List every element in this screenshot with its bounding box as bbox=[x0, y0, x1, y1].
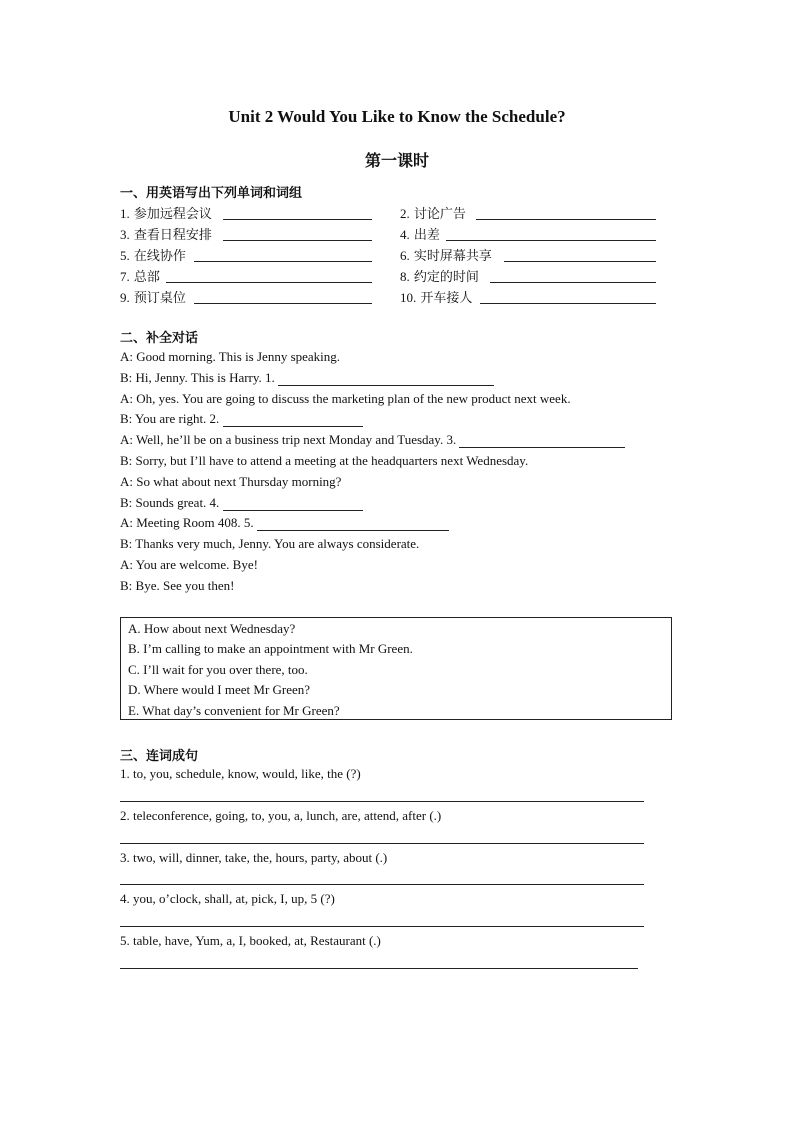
vocab-prompt: 实时屏幕共享 bbox=[413, 249, 492, 264]
dialogue-line: B: Bye. See you then! bbox=[120, 578, 235, 593]
options-box bbox=[120, 617, 672, 720]
option-e: E. What day’s convenient for Mr Green? bbox=[128, 703, 340, 718]
sentence-answer-line[interactable] bbox=[120, 967, 638, 969]
dialogue-blank[interactable] bbox=[278, 373, 494, 386]
vocab-number: 10. bbox=[400, 290, 417, 305]
vocab-item bbox=[120, 287, 372, 305]
option-c: C. I’ll wait for you over there, too. bbox=[128, 662, 308, 677]
dialogue-blank[interactable] bbox=[223, 414, 363, 427]
sentence-answer-line[interactable] bbox=[120, 842, 644, 844]
dialogue-text: B: Sounds great. 4. bbox=[120, 495, 220, 510]
sentence-answer-line[interactable] bbox=[120, 925, 644, 927]
answer-blank[interactable] bbox=[223, 239, 372, 241]
option-a: A. How about next Wednesday? bbox=[128, 621, 296, 636]
answer-blank[interactable] bbox=[504, 260, 656, 262]
vocab-number: 8. bbox=[400, 269, 410, 284]
vocab-item bbox=[400, 287, 656, 305]
vocab-item bbox=[120, 266, 372, 284]
vocab-item bbox=[120, 245, 372, 263]
dialogue-text: B: You are right. 2. bbox=[120, 411, 220, 426]
answer-blank[interactable] bbox=[194, 302, 372, 304]
vocab-item bbox=[400, 266, 656, 284]
dialogue-blank[interactable] bbox=[257, 518, 449, 531]
sentence-prompt: 4. you, o’clock, shall, at, pick, I, up, 5 (?) bbox=[120, 891, 335, 906]
answer-blank[interactable] bbox=[194, 260, 372, 262]
vocab-number: 2. bbox=[400, 206, 410, 221]
vocab-item bbox=[400, 245, 656, 263]
vocab-number: 3. bbox=[120, 227, 130, 242]
dialogue-blank[interactable] bbox=[459, 435, 625, 448]
sentence-prompt: 2. teleconference, going, to, you, a, lunch, are, attend, after (.) bbox=[120, 808, 442, 823]
section2-heading: 二、补全对话 bbox=[120, 331, 199, 346]
dialogue-blank[interactable] bbox=[223, 498, 363, 511]
vocab-prompt: 约定的时间 bbox=[413, 270, 479, 285]
vocab-prompt: 查看日程安排 bbox=[133, 228, 212, 243]
vocab-number: 7. bbox=[120, 269, 130, 284]
dialogue-line: A: Oh, yes. You are going to discuss the marketing plan of the new product next week. bbox=[120, 391, 571, 406]
vocab-prompt: 预订桌位 bbox=[133, 291, 186, 306]
vocab-row bbox=[120, 245, 660, 265]
answer-blank[interactable] bbox=[446, 239, 656, 241]
vocab-number: 9. bbox=[120, 290, 130, 305]
sentence-prompt: 1. to, you, schedule, know, would, like, the (?) bbox=[120, 766, 361, 781]
dialogue-line: A: You are welcome. Bye! bbox=[120, 557, 258, 572]
vocab-number: 4. bbox=[400, 227, 410, 242]
vocab-number: 6. bbox=[400, 248, 410, 263]
vocab-item bbox=[120, 224, 372, 242]
dialogue-line bbox=[120, 411, 363, 427]
vocab-prompt: 参加远程会议 bbox=[133, 207, 212, 222]
vocab-number: 1. bbox=[120, 206, 130, 221]
dialogue-line bbox=[120, 432, 625, 448]
answer-blank[interactable] bbox=[480, 302, 656, 304]
dialogue-line: B: Sorry, but I’ll have to attend a meeting at the headquarters next Wednesday. bbox=[120, 453, 529, 468]
vocab-prompt: 出差 bbox=[413, 228, 440, 243]
dialogue-text: A: Well, he’ll be on a business trip next Monday and Tuesday. 3. bbox=[120, 432, 457, 447]
page-subtitle: 第一课时 bbox=[364, 151, 429, 170]
vocab-row bbox=[120, 287, 660, 307]
vocab-prompt: 在线协作 bbox=[133, 249, 186, 264]
option-d: D. Where would I meet Mr Green? bbox=[128, 682, 311, 697]
sentence-answer-line[interactable] bbox=[120, 883, 644, 885]
answer-blank[interactable] bbox=[476, 218, 656, 220]
dialogue-line: A: So what about next Thursday morning? bbox=[120, 474, 342, 489]
dialogue-line bbox=[120, 495, 363, 511]
dialogue-line: A: Good morning. This is Jenny speaking. bbox=[120, 349, 341, 364]
vocab-row bbox=[120, 203, 660, 223]
dialogue-line bbox=[120, 515, 449, 531]
option-b: B. I’m calling to make an appointment with Mr Green. bbox=[128, 641, 413, 656]
vocab-item bbox=[400, 224, 656, 242]
vocab-row bbox=[120, 224, 660, 244]
vocab-item bbox=[120, 203, 372, 221]
sentence-prompt: 5. table, have, Yum, a, I, booked, at, Restaurant (.) bbox=[120, 933, 381, 948]
vocab-prompt: 总部 bbox=[133, 270, 160, 285]
vocab-prompt: 开车接人 bbox=[420, 291, 473, 306]
vocab-number: 5. bbox=[120, 248, 130, 263]
dialogue-text: B: Hi, Jenny. This is Harry. 1. bbox=[120, 370, 275, 385]
dialogue-text: A: Meeting Room 408. 5. bbox=[120, 515, 254, 530]
vocab-prompt: 讨论广告 bbox=[413, 207, 466, 222]
vocab-row bbox=[120, 266, 660, 286]
sentence-prompt: 3. two, will, dinner, take, the, hours, party, about (.) bbox=[120, 850, 388, 865]
answer-blank[interactable] bbox=[166, 281, 372, 283]
section1-heading: 一、用英语写出下列单词和词组 bbox=[120, 186, 303, 201]
dialogue-line bbox=[120, 370, 494, 386]
dialogue-line: B: Thanks very much, Jenny. You are always considerate. bbox=[120, 536, 420, 551]
sentence-answer-line[interactable] bbox=[120, 800, 644, 802]
answer-blank[interactable] bbox=[490, 281, 656, 283]
section3-heading: 三、连词成句 bbox=[120, 749, 199, 764]
vocab-item bbox=[400, 203, 656, 221]
answer-blank[interactable] bbox=[223, 218, 372, 220]
page-title: Unit 2 Would You Like to Know the Schedule? bbox=[228, 107, 566, 126]
